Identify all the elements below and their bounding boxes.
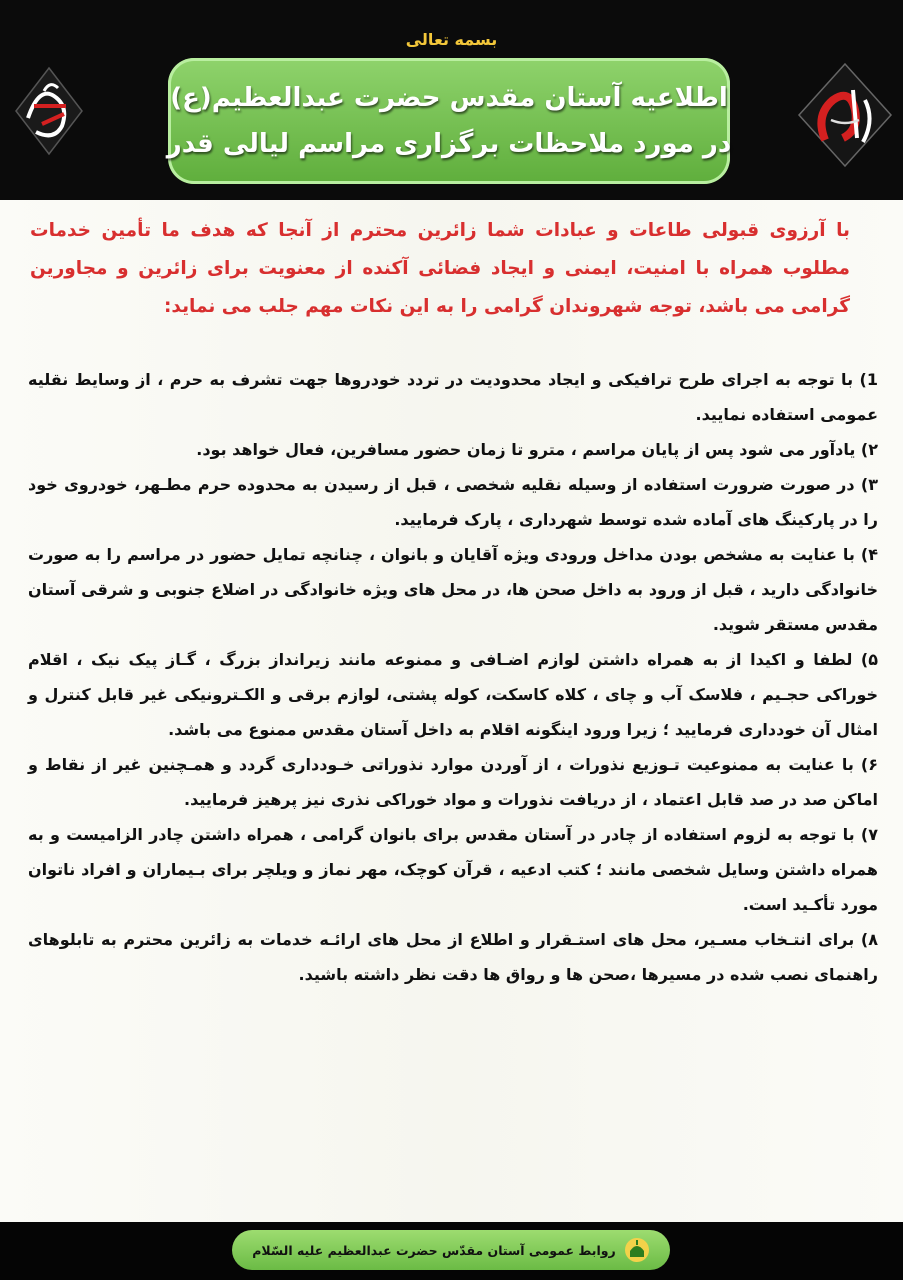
header	[0, 0, 903, 200]
shrine-dome-icon	[624, 1237, 650, 1263]
list-item: ۸) برای انتـخاب مسـیر، محل های استـقرار و اطلاع از محل های ارائـه خدمات به زائرین محترم به تابلوهای راهنمای نصب شده در مسیرها ،صحن ها و رواق ها دقت نظر داشته باشید.	[28, 930, 878, 984]
ali-calligraphy-logo	[795, 60, 895, 170]
announcement-body	[0, 200, 903, 1222]
footer	[0, 1222, 903, 1280]
list-item: ۵) لطفا و اکیدا از به همراه داشتن لوازم اضـافی و ممنوعه مانند زیرانداز بزرگ ، گـاز پیک نیک ، اقلام خوراکی حجـیم ، فلاسک آب و چای ، کلاه کاسکت، کوله پشتی، لوازم برقی و الکـترونیکی غیر قابل کنترل و امثال آن خودداری فرمایید ؛ زیرا ورود اینگونه اقلام به داخل آستان مقدس ممنوع می باشد.	[28, 650, 878, 739]
list-item: 1) با توجه به اجرای طرح ترافیکی و ایجاد محدودیت در تردد خودروها جهت تشرف به حرم ، از وسایط نقلیه عمومی استفاده نمایید.	[28, 370, 878, 424]
list-item: ۳) در صورت ضرورت استفاده از وسیله نقلیه شخصی ، قبل از رسیدن به محدوده حرم مطـهر، خودروی خود را در پارکینگ های آماده شده توسط شهرداری ، پارک فرمایید.	[28, 475, 878, 529]
list-item: ۶) با عنایت به ممنوعیت تـوزیع نذورات ، از آوردن موارد نذوراتی خـودداری گردد و همـچنین غیر از نقاط و اماکن صد در صد قابل اعتماد ، از دریافت نذورات و مواد خوراکی نذری نیز پرهیز فرمایید.	[28, 755, 878, 809]
title-line-2: در مورد ملاحظات برگزاری مراسم لیالی قدر	[166, 129, 732, 159]
title-banner	[168, 58, 730, 184]
intro-paragraph: با آرزوی قبولی طاعات و عبادات شما زائرین محترم از آنجا که هدف ما تأمین خدمات مطلوب همراه با امنیت، ایمنی و ایجاد فضائی آکنده از معنویت برای زائرین و مجاورین گرامی می باشد، توجه شهروندان گرامی را به این نکات مهم جلب می نماید:	[30, 220, 850, 317]
bismillah-text: بسمه تعالی	[405, 30, 498, 49]
title-line-1: اطلاعیه آستان مقدس حضرت عبدالعظیم(ع)	[170, 83, 728, 113]
list-item: ۴) با عنایت به مشخص بودن مداخل ورودی ویژه آقایان و بانوان ، چنانچه تمایل حضور در مراسم را به صورت خانوادگی دارید ، قبل از ورود به داخل صحن ها، در محل های ویژه خانوادگی در اضلاع جنوبی و شرقی آستان مقدس مستقر شوید.	[28, 545, 878, 634]
list-item: ۷) با توجه به لزوم استفاده از چادر در آستان مقدس برای بانوان گرامی ، همراه داشتن چادر الزامیست و به همراه داشتن وسایل شخصی مانند ؛ کتب ادعیه ، قرآن کوچک، مهر نماز و ویلچر برای بـیماران و افراد ناتوان مورد تأکـید است.	[28, 825, 878, 914]
items-list	[28, 362, 878, 992]
calligraphy-emblem-logo	[14, 66, 84, 156]
footer-banner	[232, 1230, 670, 1270]
footer-text: روابط عمومی آستان مقدّس حضرت عبدالعظیم علیه السّلام	[252, 1242, 616, 1258]
list-item: ۲) یادآور می شود پس از پایان مراسم ، مترو تا زمان حضور مسافرین، فعال خواهد بود.	[196, 440, 878, 459]
